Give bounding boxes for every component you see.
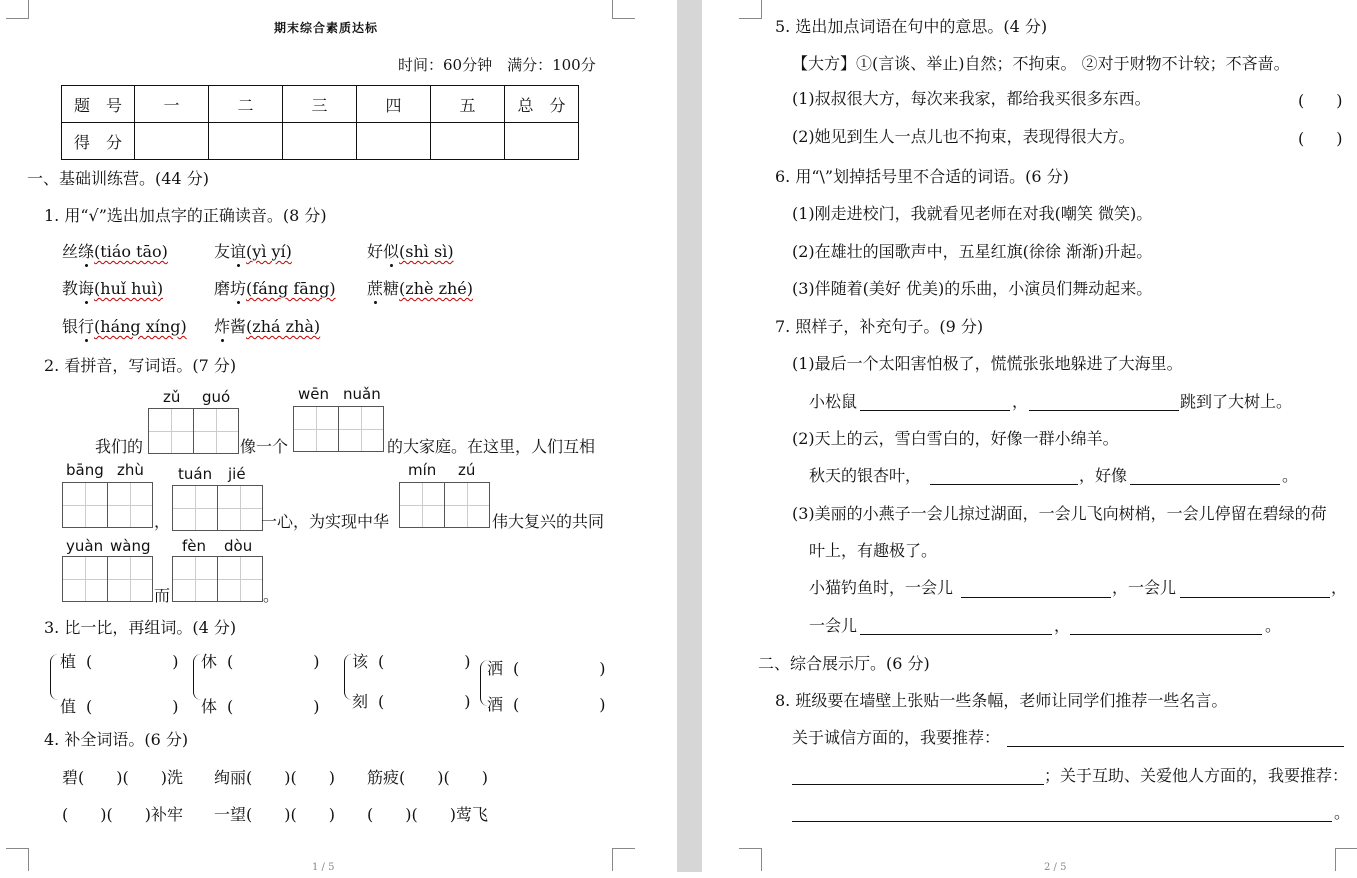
table-cell: 得 分: [62, 123, 135, 160]
compare-char: 植 ( ): [60, 652, 179, 671]
question-title: 8. 班级要在墙壁上张贴一些条幅，老师让同学们推荐一些名言。: [775, 691, 1228, 710]
sentence: (1)叔叔很大方，每次来我家，都给我买很多东西。: [792, 89, 1151, 108]
pronunciation-item: 炸酱(zhá zhà): [214, 317, 321, 336]
section-heading: 二、综合展示厅。(6 分): [758, 654, 930, 673]
pinyin-label: guó: [202, 388, 231, 406]
crop-mark: [1335, 848, 1357, 871]
passage-text: 一心，为实现中华: [261, 512, 390, 531]
pinyin-label: yuàn: [66, 537, 104, 555]
compare-char: 洒 ( ): [487, 659, 606, 678]
sentence: ，: [1331, 578, 1348, 597]
sentence: 关于诚信方面的，我要推荐：: [792, 728, 1001, 747]
page-number: 1 / 5: [312, 862, 335, 873]
table-row: [62, 86, 579, 123]
pronunciation-item: 好似(shì sì): [367, 242, 454, 261]
fill-line[interactable]: [1180, 597, 1330, 598]
pinyin-label: wàng: [110, 537, 151, 555]
dotted-char: 坊: [230, 279, 247, 298]
fill-line[interactable]: [1007, 746, 1344, 747]
idiom-blank: 筋疲( )( ): [367, 768, 488, 787]
fill-line[interactable]: [930, 484, 1078, 485]
passage-text: 像一个: [240, 437, 289, 456]
writing-grid[interactable]: [293, 406, 384, 452]
dotted-char: 绦: [78, 242, 95, 261]
writing-grid[interactable]: [172, 485, 263, 531]
compare-char: 值 ( ): [60, 697, 179, 716]
crop-mark: [6, 0, 29, 19]
fill-line[interactable]: [1029, 410, 1179, 411]
fill-line[interactable]: [792, 784, 1044, 785]
compare-char: 该 ( ): [352, 652, 471, 671]
dotted-char: 行: [78, 317, 95, 336]
section-heading: 一、基础训练营。(44 分): [27, 169, 209, 188]
sentence: (2)在雄壮的国歌声中，五星红旗(徐徐 渐渐)升起。: [792, 242, 1153, 261]
sentence: 小猫钓鱼时，一会儿: [809, 578, 954, 597]
table-cell: 四: [357, 86, 431, 123]
sentence: ，好像: [1079, 466, 1128, 485]
question-title: 6. 用“\”划掉括号里不合适的词语。(6 分): [775, 167, 1069, 186]
definition-text: 【大方】①(言谈、举止)自然；不拘束。 ②对于财物不计较；不吝啬。: [792, 54, 1290, 73]
score-table: [61, 85, 579, 160]
score-cell[interactable]: [431, 123, 505, 160]
pinyin-label: zhù: [117, 461, 144, 479]
table-cell: 一: [135, 86, 209, 123]
sentence: 小松鼠: [809, 392, 858, 411]
writing-grid[interactable]: [399, 482, 490, 528]
passage-text: 我们的: [95, 437, 144, 456]
idiom-blank: ( )( )补牢: [62, 805, 183, 824]
sentence: 。: [1282, 466, 1299, 485]
question-title: 3. 比一比，再组词。(4 分): [44, 618, 237, 637]
sentence: ，: [1012, 392, 1029, 411]
compare-char: 体 ( ): [201, 697, 320, 716]
passage-text: 伟大复兴的共同: [492, 512, 605, 531]
sentence: (1)刚走进校门，我就看见老师在对我(嘲笑 微笑)。: [792, 204, 1153, 223]
sentence: ，: [1054, 616, 1071, 635]
sentence: (3)伴随着(美好 优美)的乐曲，小演员们舞动起来。: [792, 279, 1153, 298]
dotted-char: 蔗: [367, 279, 384, 298]
fill-line[interactable]: [792, 821, 1332, 822]
dotted-char: 诲: [78, 279, 95, 298]
sentence: 一会儿: [809, 616, 858, 635]
fill-line[interactable]: [1130, 484, 1280, 485]
question-title: 1. 用“√”选出加点字的正确读音。(8 分): [44, 206, 327, 225]
passage-text: ，: [154, 512, 171, 531]
fill-line[interactable]: [860, 634, 1052, 635]
page-number: 2 / 5: [1044, 862, 1067, 873]
pronunciation-item: 教诲(huǐ huì): [62, 279, 164, 298]
compare-char: 休 ( ): [201, 652, 320, 671]
page-2: [702, 0, 1357, 872]
pinyin-label: zú: [458, 461, 476, 479]
crop-mark: [6, 848, 29, 871]
page-gutter: [677, 0, 702, 872]
crop-mark: [612, 0, 635, 19]
pinyin-label: jié: [228, 465, 246, 483]
score-cell[interactable]: [357, 123, 431, 160]
page-1: [0, 0, 677, 872]
passage-text: 而: [154, 586, 171, 605]
score-cell[interactable]: [209, 123, 283, 160]
sentence: (2)天上的云，雪白雪白的，好像一群小绵羊。: [792, 429, 1119, 448]
sentence: 跳到了大树上。: [1180, 392, 1293, 411]
crop-mark: [612, 848, 635, 871]
compare-char: 酒 ( ): [487, 695, 606, 714]
fill-line[interactable]: [1070, 634, 1262, 635]
pinyin-label: mín: [408, 461, 437, 479]
sentence: 。: [1334, 803, 1351, 822]
page-title: 期末综合素质达标: [274, 21, 379, 35]
writing-grid[interactable]: [172, 556, 263, 602]
pinyin-label: bāng: [66, 461, 104, 479]
table-cell: 题 号: [62, 86, 135, 123]
pronunciation-item: 银行(háng xíng): [62, 317, 187, 336]
idiom-blank: 绚丽( )( ): [214, 768, 335, 787]
sentence: ；关于互助、关爱他人方面的，我要推荐：: [1044, 766, 1349, 785]
pinyin-label: tuán: [178, 465, 213, 483]
dotted-char: 谊: [230, 242, 247, 261]
pronunciation-item: 磨坊(fáng fāng): [214, 279, 336, 298]
table-cell: 二: [209, 86, 283, 123]
pinyin-label: dòu: [224, 537, 253, 555]
pinyin-label: nuǎn: [343, 385, 381, 403]
sentence: (3)美丽的小燕子一会儿掠过湖面，一会儿飞向树梢，一会儿停留在碧绿的荷: [792, 504, 1327, 523]
pronunciation-item: 蔗糖(zhè zhé): [367, 279, 474, 298]
writing-grid[interactable]: [62, 482, 153, 528]
score-cell[interactable]: [135, 123, 209, 160]
time-info: 时间：60分钟 满分：100分: [398, 56, 596, 74]
compare-char: 刻 ( ): [352, 692, 471, 711]
sentence: 。: [1265, 616, 1282, 635]
writing-grid[interactable]: [62, 556, 153, 602]
table-row: [62, 123, 579, 160]
pinyin-label: zǔ: [163, 388, 181, 406]
brace: [50, 654, 59, 700]
sentence: (2)她见到生人一点儿也不拘束，表现得很大方。: [792, 127, 1135, 146]
question-title: 5. 选出加点词语在句中的意思。(4 分): [775, 17, 1048, 36]
sentence: (1)最后一个太阳害怕极了，慌慌张张地躲进了大海里。: [792, 354, 1183, 373]
question-title: 4. 补全词语。(6 分): [44, 730, 189, 749]
question-title: 7. 照样子，补充句子。(9 分): [775, 317, 984, 336]
passage-text: 。: [263, 586, 280, 605]
passage-text: 的大家庭。在这里，人们互相: [387, 437, 596, 456]
sentence: 秋天的银杏叶，: [809, 466, 922, 485]
dotted-char: 似: [383, 242, 400, 261]
idiom-blank: 一望( )( ): [214, 805, 335, 824]
pronunciation-item: 丝绦(tiáo tāo): [62, 242, 168, 261]
answer-blank[interactable]: ( ): [1298, 91, 1343, 110]
crop-mark: [739, 0, 762, 19]
sentence: ，一会儿: [1112, 578, 1177, 597]
table-cell: 三: [283, 86, 357, 123]
score-cell[interactable]: [505, 123, 579, 160]
question-title: 2. 看拼音，写词语。(7 分): [44, 356, 237, 375]
idiom-blank: ( )( )莺飞: [367, 805, 488, 824]
idiom-blank: 碧( )( )洗: [62, 768, 183, 787]
crop-mark: [739, 848, 762, 871]
sentence: 叶上，有趣极了。: [809, 541, 938, 560]
pronunciation-item: 友谊(yì yí): [214, 242, 292, 261]
table-cell: 五: [431, 86, 505, 123]
score-cell[interactable]: [283, 123, 357, 160]
dotted-char: 炸: [214, 317, 231, 336]
writing-grid[interactable]: [148, 408, 239, 454]
pinyin-label: wēn: [298, 385, 330, 403]
fill-line[interactable]: [860, 410, 1010, 411]
pinyin-label: fèn: [182, 537, 207, 555]
answer-blank[interactable]: ( ): [1298, 129, 1343, 148]
fill-line[interactable]: [961, 597, 1111, 598]
table-cell: 总 分: [505, 86, 579, 123]
